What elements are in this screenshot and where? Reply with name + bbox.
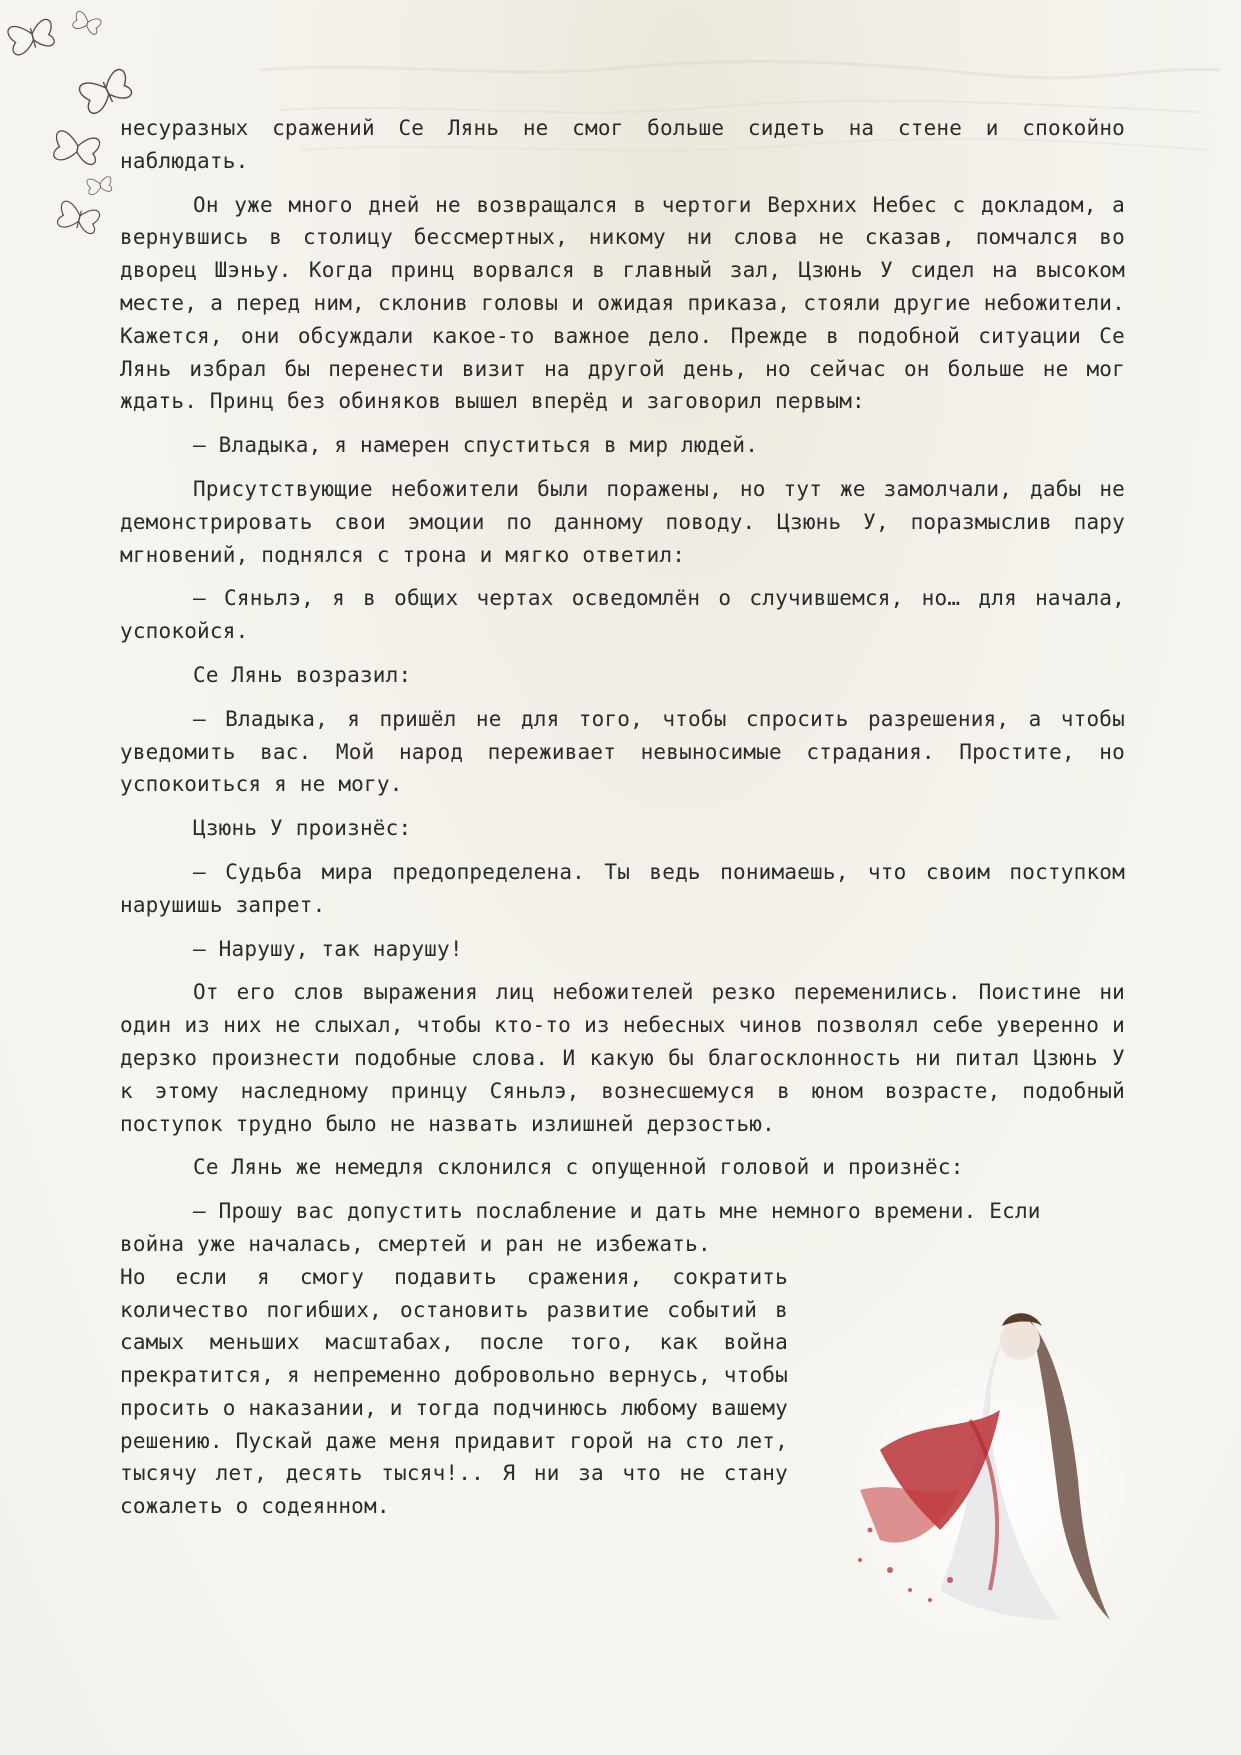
paragraph: Он уже много дней не возвращался в чертоги Верхних Небес с докладом, а вернувшись в столицу бессмертных, никому ни слова не сказав, помчался во дворец Шэньу. Когда принц ворвался в главный зал, Цзюнь У сидел на высоком месте, а перед ним, склонив головы и ожидая приказа, стояли другие небожители. Кажется, они обсуждали какое-то важное дело. Прежде в подобной ситуации Се Лянь избрал бы перенести визит на другой день, но сейчас он больше не мог ждать. Принц без обиняков вышел вперёд и заговорил первым: [120,192,1125,414]
paragraph: — Нарушу, так нарушу! [193,936,463,961]
paragraph: несуразных сражений Се Лянь не смог больше сидеть на стене и спокойно наблюдать. [120,116,1125,173]
paragraph: — Владыка, я пришёл не для того, чтобы спросить разрешения, а чтобы уведомить вас. Мой народ переживает невыносимые страдания. Простите, но успокоиться я не могу. [120,706,1125,797]
final-paragraph-lead: — Прошу вас допустить послабление и дать мне немного времени. Если [193,1199,1041,1224]
paragraph: — Владыка, я намерен спуститься в мир людей. [193,433,759,458]
paragraph: Присутствующие небожители были поражены, но тут же замолчали, дабы не демонстрировать свои эмоции по данному поводу. Цзюнь У, поразмыслив пару мгновений, поднялся с трона и мягко ответил: [120,476,1125,567]
final-paragraph-wrapped: Но если я смогу подавить сражения, сократить количество погибших, остановить развитие событий в самых меньших масштабах, после того, как война прекратится, я непременно добровольно вернусь, чтобы просить о наказании, и тогда подчинюсь любому вашему решению. Пускай даже меня придавит горой на сто лет, тысячу лет, десять тысяч!.. Я ни за что не стану сожалеть о содеянном. [120,1264,788,1519]
paragraph: — Судьба мира предопределена. Ты ведь понимаешь, что своим поступком нарушишь запрет. [120,859,1125,917]
paragraph: Се Лянь возразил: [193,662,412,687]
paragraph: Се Лянь же немедля склонился с опущенной головой и произнёс: [193,1155,964,1180]
character-illustration [820,1290,1140,1640]
paragraph: От его слов выражения лиц небожителей резко переменились. Поистине ни один из них не слыхал, чтобы кто-то из небесных чинов позволял себе уверенно и дерзко произнести подобные слова. И какую бы благосклонность ни питал Цзюнь У к этому наследному принцу Сяньлэ, вознесшемуся в юном возрасте, подобный поступок трудно было не назвать излишней дерзостью. [120,980,1125,1136]
final-paragraph-line: война уже началась, смертей и ран не избежать. [120,1231,711,1256]
paragraph: — Сяньлэ, я в общих чертах осведомлён о случившемся, но… для начала, успокойся. [120,586,1125,644]
paragraph: Цзюнь У произнёс: [193,816,412,841]
